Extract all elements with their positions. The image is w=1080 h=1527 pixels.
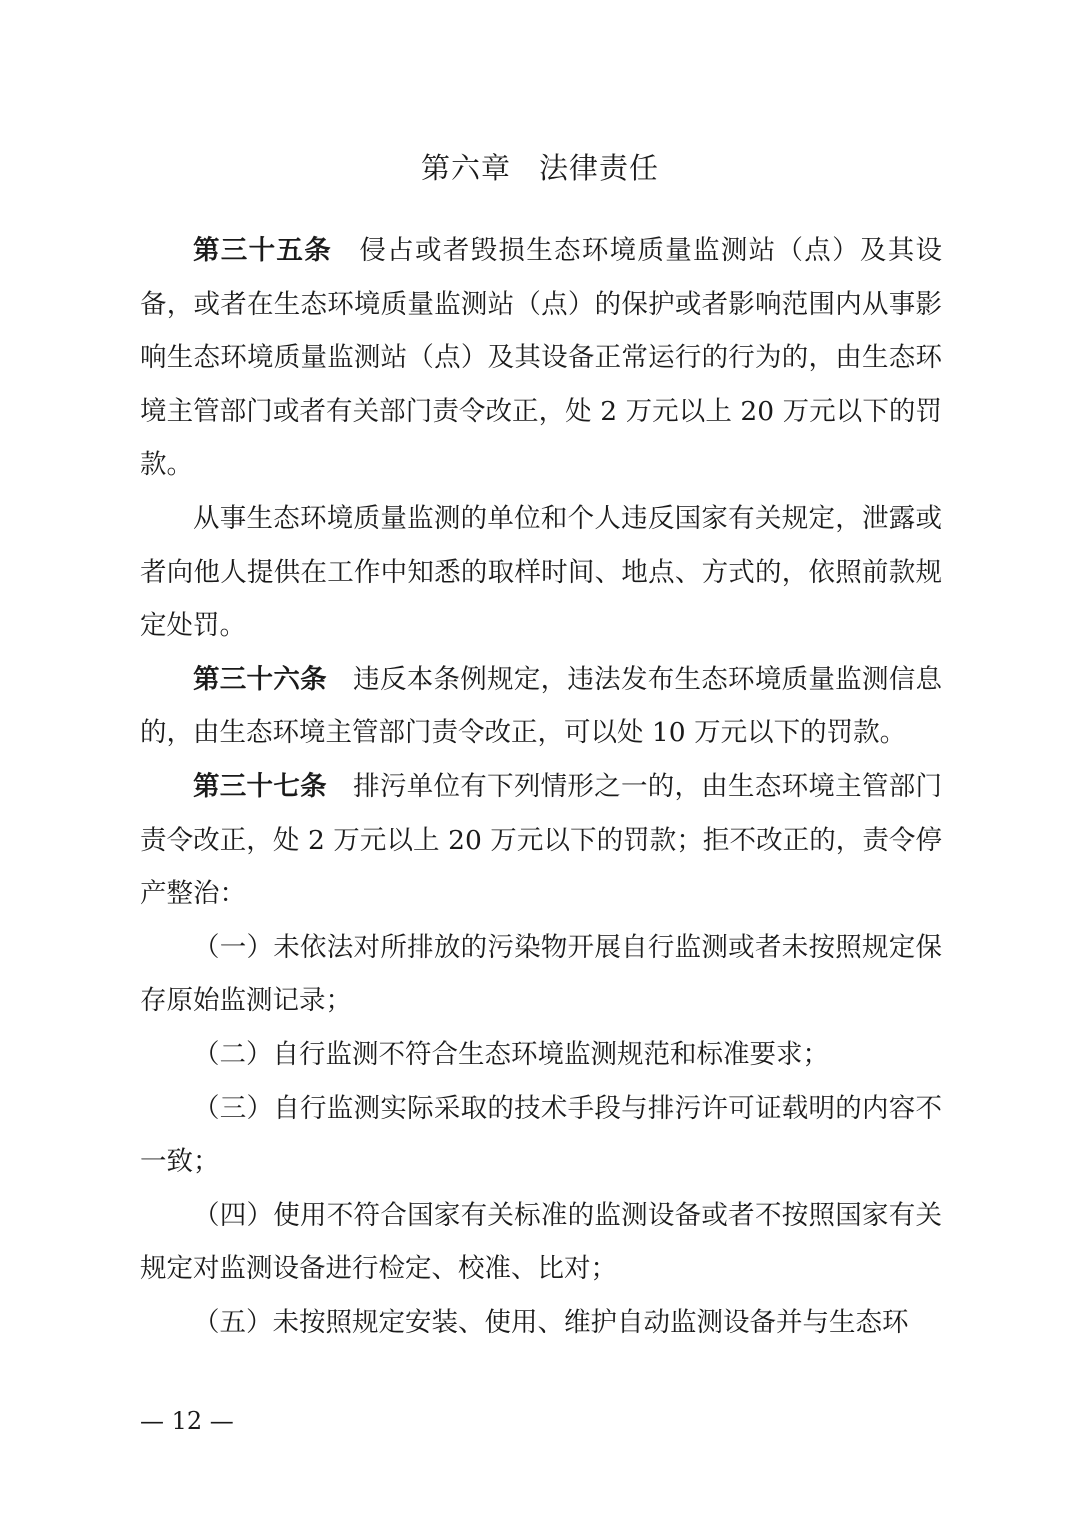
paragraph: [140, 760, 942, 921]
paragraph: [140, 224, 942, 492]
list-item-text: （一）未依法对所排放的污染物开展自行监测或者未按照规定保存原始监测记录；: [140, 931, 942, 1017]
document-body: [140, 224, 942, 1349]
paragraph-text: 侵占或者毁损生态环境质量监测站（点）及其设备，或者在生态环境质量监测站（点）的保护或者影响范围内从事影响生态环境质量监测站（点）及其设备正常运行的行为的，由生态环境主管部门或者有关部门责令改正，处 2 万元以上 20 万元以下的罚款。: [140, 235, 943, 481]
page-number: — 12 —: [140, 1407, 234, 1435]
list-item: [140, 1296, 942, 1350]
chapter-number: 第六章: [420, 151, 511, 185]
article-label: 第三十七条: [193, 770, 327, 802]
paragraph-text: 从事生态环境质量监测的单位和个人违反国家有关规定，泄露或者向他人提供在工作中知悉的取样时间、地点、方式的，依照前款规定处罚。: [140, 502, 942, 642]
paragraph: [140, 492, 942, 653]
list-item-text: （四）使用不符合国家有关标准的监测设备或者不按照国家有关规定对监测设备进行检定、校准、比对；: [140, 1199, 942, 1285]
list-item-text: （五）未按照规定安装、使用、维护自动监测设备并与生态环: [193, 1306, 909, 1338]
list-item-text: （三）自行监测实际采取的技术手段与排污许可证载明的内容不一致；: [140, 1092, 942, 1178]
list-item-text: （二）自行监测不符合生态环境监测规范和标准要求；: [193, 1038, 829, 1070]
chapter-name: 法律责任: [539, 151, 660, 185]
list-item: [140, 921, 942, 1028]
article-label: 第三十五条: [193, 235, 333, 266]
chapter-title: [0, 146, 1080, 187]
list-item: [140, 1189, 942, 1296]
paragraph-text: 排污单位有下列情形之一的，由生态环境主管部门责令改正，处 2 万元以上 20 万元以下的罚款；拒不改正的，责令停产整治：: [140, 770, 943, 910]
paragraph-text: 违反本条例规定，违法发布生态环境质量监测信息的，由生态环境主管部门责令改正，可以处 10 万元以下的罚款。: [140, 663, 943, 749]
list-item: [140, 1082, 942, 1189]
paragraph: [140, 653, 942, 760]
list-item: [140, 1028, 942, 1082]
article-label: 第三十六条: [193, 663, 327, 695]
